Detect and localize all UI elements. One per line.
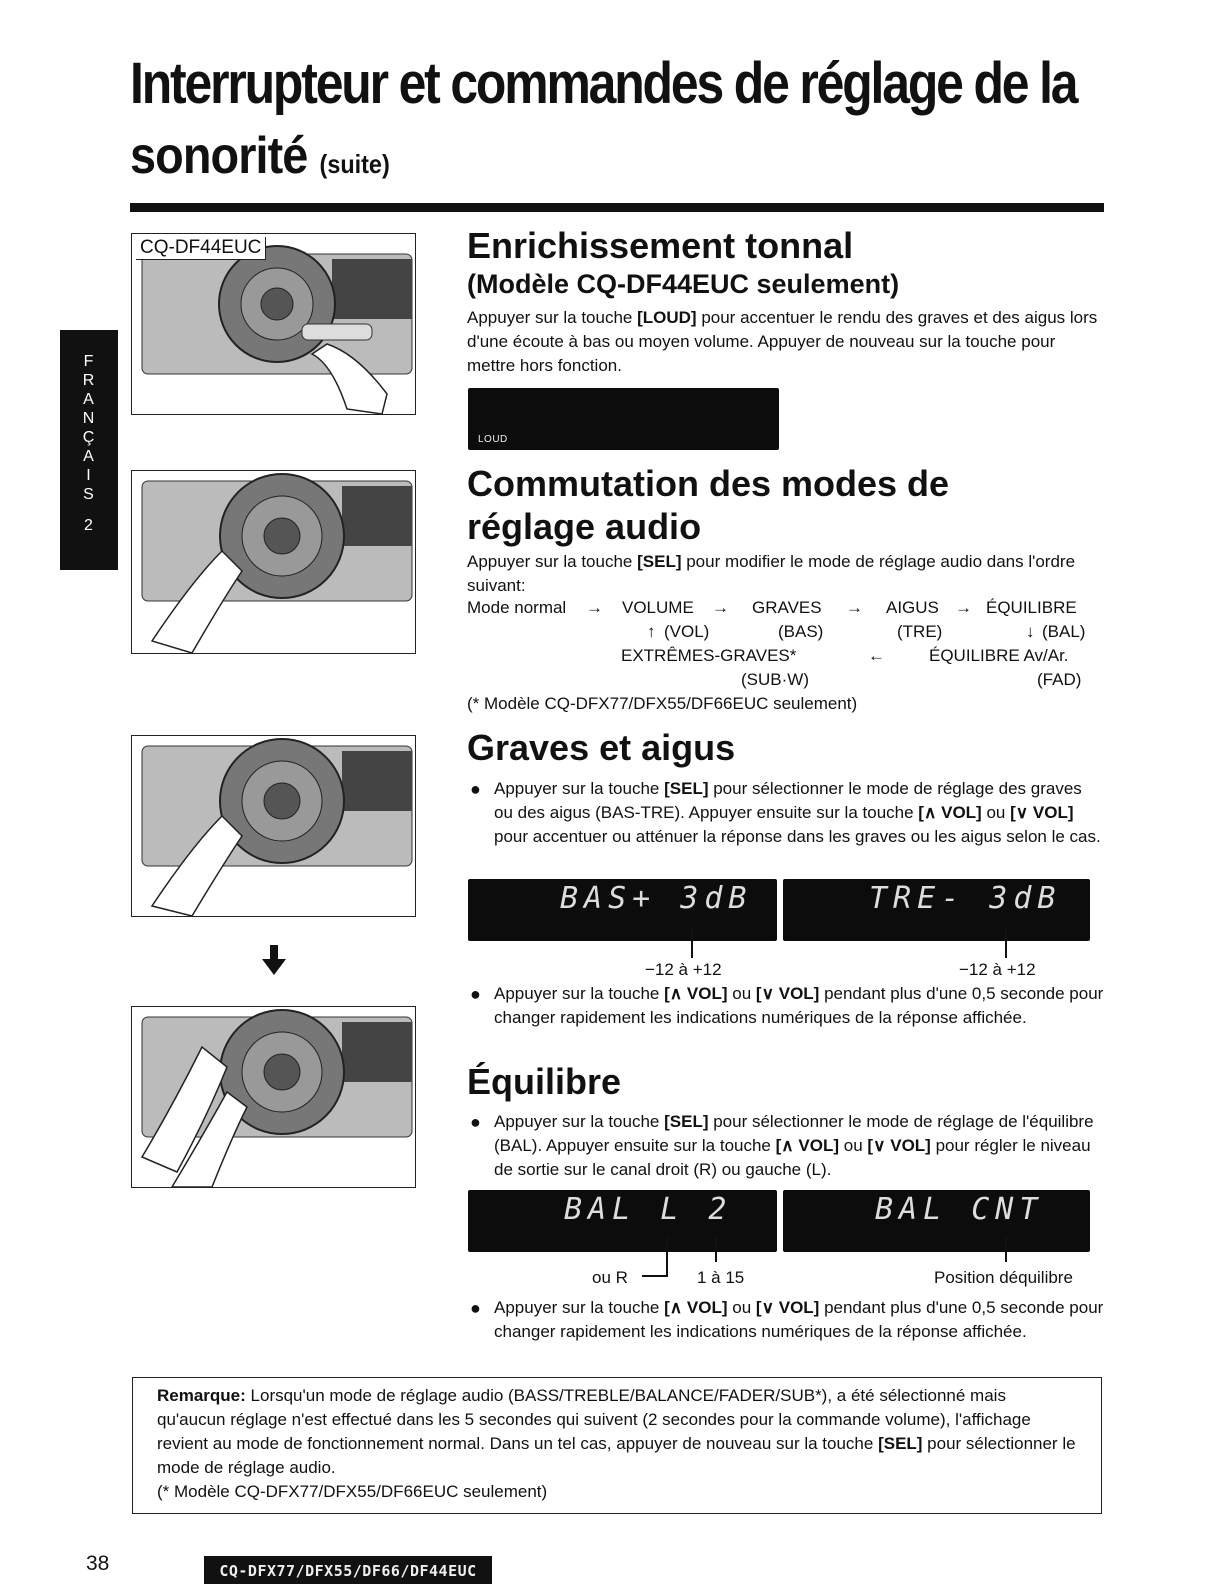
- page-title-word: sonorité: [130, 127, 308, 185]
- text: pour sélectionner le mode de réglage de l'équilibre (BAL). Appuyer ensuite sur la touche: [494, 1112, 1094, 1155]
- loud-display-label: LOUD: [478, 434, 508, 445]
- range-pointer: [691, 928, 693, 958]
- range-pointer: [1005, 928, 1007, 958]
- seq-mode-normal: Mode normal: [467, 598, 567, 617]
- loud-display: [468, 388, 779, 450]
- note-label: Remarque:: [157, 1386, 246, 1405]
- key-label: [SEL]: [664, 1112, 709, 1131]
- bullet-dot: ●: [470, 1298, 481, 1318]
- key-label: [SEL]: [637, 552, 682, 571]
- balance-or-r-label: ou R: [592, 1268, 628, 1287]
- bass-display-text: BAS+ 3dB: [560, 881, 753, 916]
- text: Appuyer sur la touche: [494, 1112, 665, 1131]
- key-label: [SEL]: [878, 1434, 923, 1453]
- arrow-right-icon: →: [712, 598, 729, 617]
- text: Appuyer sur la touche: [467, 552, 638, 571]
- balance-side-pointer-leg: [642, 1275, 668, 1277]
- photo-sel-button-1: [131, 470, 416, 654]
- side-tab-letter: S: [83, 486, 95, 503]
- section-title-balance: Équilibre: [467, 1061, 622, 1102]
- balance-level-pointer: [715, 1236, 717, 1262]
- note-text: [157, 1384, 1079, 1480]
- balance-center-pointer: [1005, 1236, 1007, 1262]
- section-title-audio-modes-line2: réglage audio: [467, 506, 702, 547]
- key-label: [∧ VOL]: [664, 1298, 728, 1317]
- abbr-subw: (SUB·W): [741, 670, 809, 689]
- text: pendant plus d'une 0,5 seconde pour changer rapidement les indications numériques de la réponse affichée.: [494, 1298, 1104, 1341]
- car-stereo-illustration: [132, 471, 415, 653]
- side-tab-letter: N: [82, 410, 96, 427]
- header-rule: [130, 203, 1104, 212]
- seq-aigus: AIGUS: [886, 598, 939, 617]
- text: ou: [839, 1136, 868, 1155]
- abbr-bas: (BAS): [778, 622, 824, 641]
- text: Appuyer sur la touche: [467, 308, 638, 327]
- arrow-left-icon: ←: [868, 646, 885, 665]
- arrow-right-icon: →: [846, 598, 863, 617]
- seq-equilibre: ÉQUILIBRE: [986, 598, 1077, 617]
- footer-model-badge: CQ-DFX77/DFX55/DF66/DF44EUC: [204, 1556, 492, 1584]
- car-stereo-illustration: [132, 1007, 415, 1187]
- section-title-audio-modes: Commutation des modes de: [467, 463, 950, 504]
- page-title-suffix: (suite): [319, 149, 390, 179]
- text: ou: [981, 803, 1011, 822]
- note-box: [132, 1377, 1102, 1514]
- bass-treble-bullet-2: [470, 982, 1104, 1030]
- arrow-right-icon: →: [955, 598, 972, 617]
- bullet-dot: ●: [470, 1112, 481, 1132]
- side-tab-letter: A: [83, 448, 95, 465]
- side-tab-letter: A: [83, 391, 95, 408]
- seq-equilibre-avar: ÉQUILIBRE Av/Ar.: [929, 646, 1069, 665]
- treble-range-label: −12 à +12: [959, 960, 1036, 979]
- note-footnote: (* Modèle CQ-DFX77/DFX55/DF66EUC seulement): [157, 1482, 548, 1501]
- balance-display-left-text: BAL L 2: [564, 1192, 733, 1227]
- key-label: [∨ VOL]: [867, 1136, 931, 1155]
- page-title: Interrupteur et commandes de réglage de la: [130, 51, 1077, 116]
- text: Lorsqu'un mode de réglage audio (BASS/TREBLE/BALANCE/FADER/SUB*), a été sélectionné mais qu'aucun réglage n'est effectué dans les 5 secondes qui suivent (2 secondes pour la commande volume), l'affichage revient au mode de fonctionnement normal. Dans un tel cas, appuyer de nouveau sur la touche: [157, 1386, 1031, 1453]
- key-label: [∧ VOL]: [664, 984, 728, 1003]
- bullet-dot: ●: [470, 984, 481, 1004]
- seq-volume: VOLUME: [622, 598, 694, 617]
- text: pour sélectionner le mode de réglage audio.: [157, 1434, 1076, 1477]
- audio-modes-footnote: (* Modèle CQ-DFX77/DFX55/DF66EUC seulement): [467, 694, 858, 713]
- language-side-tab: [60, 330, 118, 570]
- bass-treble-bullet-1: [470, 777, 1104, 849]
- text: pendant plus d'une 0,5 seconde pour changer rapidement les indications numériques de la réponse affichée.: [494, 984, 1104, 1027]
- key-label: [SEL]: [664, 779, 709, 798]
- abbr-vol: (VOL): [664, 622, 710, 641]
- balance-bullet-2: [470, 1296, 1104, 1344]
- section-title-loudness: Enrichissement tonnal: [467, 225, 854, 266]
- photo-loud-button: [131, 233, 416, 415]
- key-label: [∨ VOL]: [755, 1298, 820, 1317]
- side-tab-number: 2: [84, 517, 94, 534]
- photo-model-label: CQ-DF44EUC: [136, 237, 266, 260]
- text: pour sélectionner le mode de réglage des graves ou des aigus (BAS-TRE). Appuyer ensuite sur la touche: [494, 779, 1082, 822]
- arrow-right-icon: →: [586, 598, 603, 617]
- text: ou: [727, 984, 756, 1003]
- section-subtitle-loudness: (Modèle CQ-DF44EUC seulement): [467, 269, 900, 299]
- balance-bullet-1: [470, 1110, 1104, 1182]
- abbr-bal: (BAL): [1042, 622, 1086, 641]
- text: Appuyer sur la touche: [494, 779, 665, 798]
- side-tab-letter: I: [86, 467, 92, 484]
- arrow-down-icon: ↓: [1026, 622, 1035, 641]
- arrow-up-icon: ↑: [647, 622, 656, 641]
- section-title-bass-treble: Graves et aigus: [467, 727, 736, 768]
- balance-display-center-text: BAL CNT: [875, 1192, 1044, 1227]
- text: pour accentuer le rendu des graves et des aigus lors d'une écoute à bas ou moyen volume. Appuyer de nouveau sur la touche pour mettre hors fonction.: [467, 308, 1098, 375]
- bass-range-label: −12 à +12: [645, 960, 722, 979]
- audio-modes-paragraph: [467, 550, 1104, 598]
- side-tab-letter: F: [83, 353, 95, 370]
- bullet-dot: ●: [470, 779, 481, 799]
- bass-display: [468, 879, 777, 941]
- balance-range-label: 1 à 15: [697, 1268, 745, 1287]
- key-label: [∨ VOL]: [755, 984, 820, 1003]
- key-label: [∨ VOL]: [1010, 803, 1074, 822]
- balance-center-label: Position déquilibre: [934, 1268, 1073, 1287]
- text: Appuyer sur la touche: [494, 1298, 665, 1317]
- seq-graves: GRAVES: [752, 598, 822, 617]
- photo-sel-button-2: [131, 735, 416, 917]
- text: ou: [727, 1298, 756, 1317]
- key-label: [∧ VOL]: [918, 803, 982, 822]
- abbr-fad: (FAD): [1037, 670, 1082, 689]
- balance-display-center: [783, 1190, 1090, 1252]
- abbr-tre: (TRE): [897, 622, 943, 641]
- car-stereo-illustration: [132, 234, 415, 414]
- page-title-line2: [130, 124, 390, 196]
- loudness-paragraph: [467, 306, 1104, 378]
- seq-extremes-graves: EXTRÊMES-GRAVES*: [621, 646, 797, 665]
- text: pour accentuer ou atténuer la réponse dans les graves ou les aigus selon le cas.: [494, 827, 1101, 846]
- key-label: [∧ VOL]: [775, 1136, 840, 1155]
- key-label: [LOUD]: [637, 308, 697, 327]
- treble-display-text: TRE- 3dB: [869, 881, 1062, 916]
- car-stereo-illustration: [132, 736, 415, 916]
- page-number: 38: [86, 1552, 110, 1575]
- side-tab-letter: Ç: [82, 429, 96, 446]
- text: pour régler le niveau de sortie sur le canal droit (R) ou gauche (L).: [494, 1136, 1091, 1179]
- text: Appuyer sur la touche: [494, 984, 665, 1003]
- balance-display-left: [468, 1190, 777, 1252]
- down-arrow-icon: [262, 945, 286, 977]
- treble-display: [783, 879, 1090, 941]
- text: pour modifier le mode de réglage audio dans l'ordre suivant:: [467, 552, 1076, 595]
- photo-vol-buttons: [131, 1006, 416, 1188]
- side-tab-letter: R: [82, 372, 96, 389]
- balance-side-pointer: [666, 1236, 668, 1276]
